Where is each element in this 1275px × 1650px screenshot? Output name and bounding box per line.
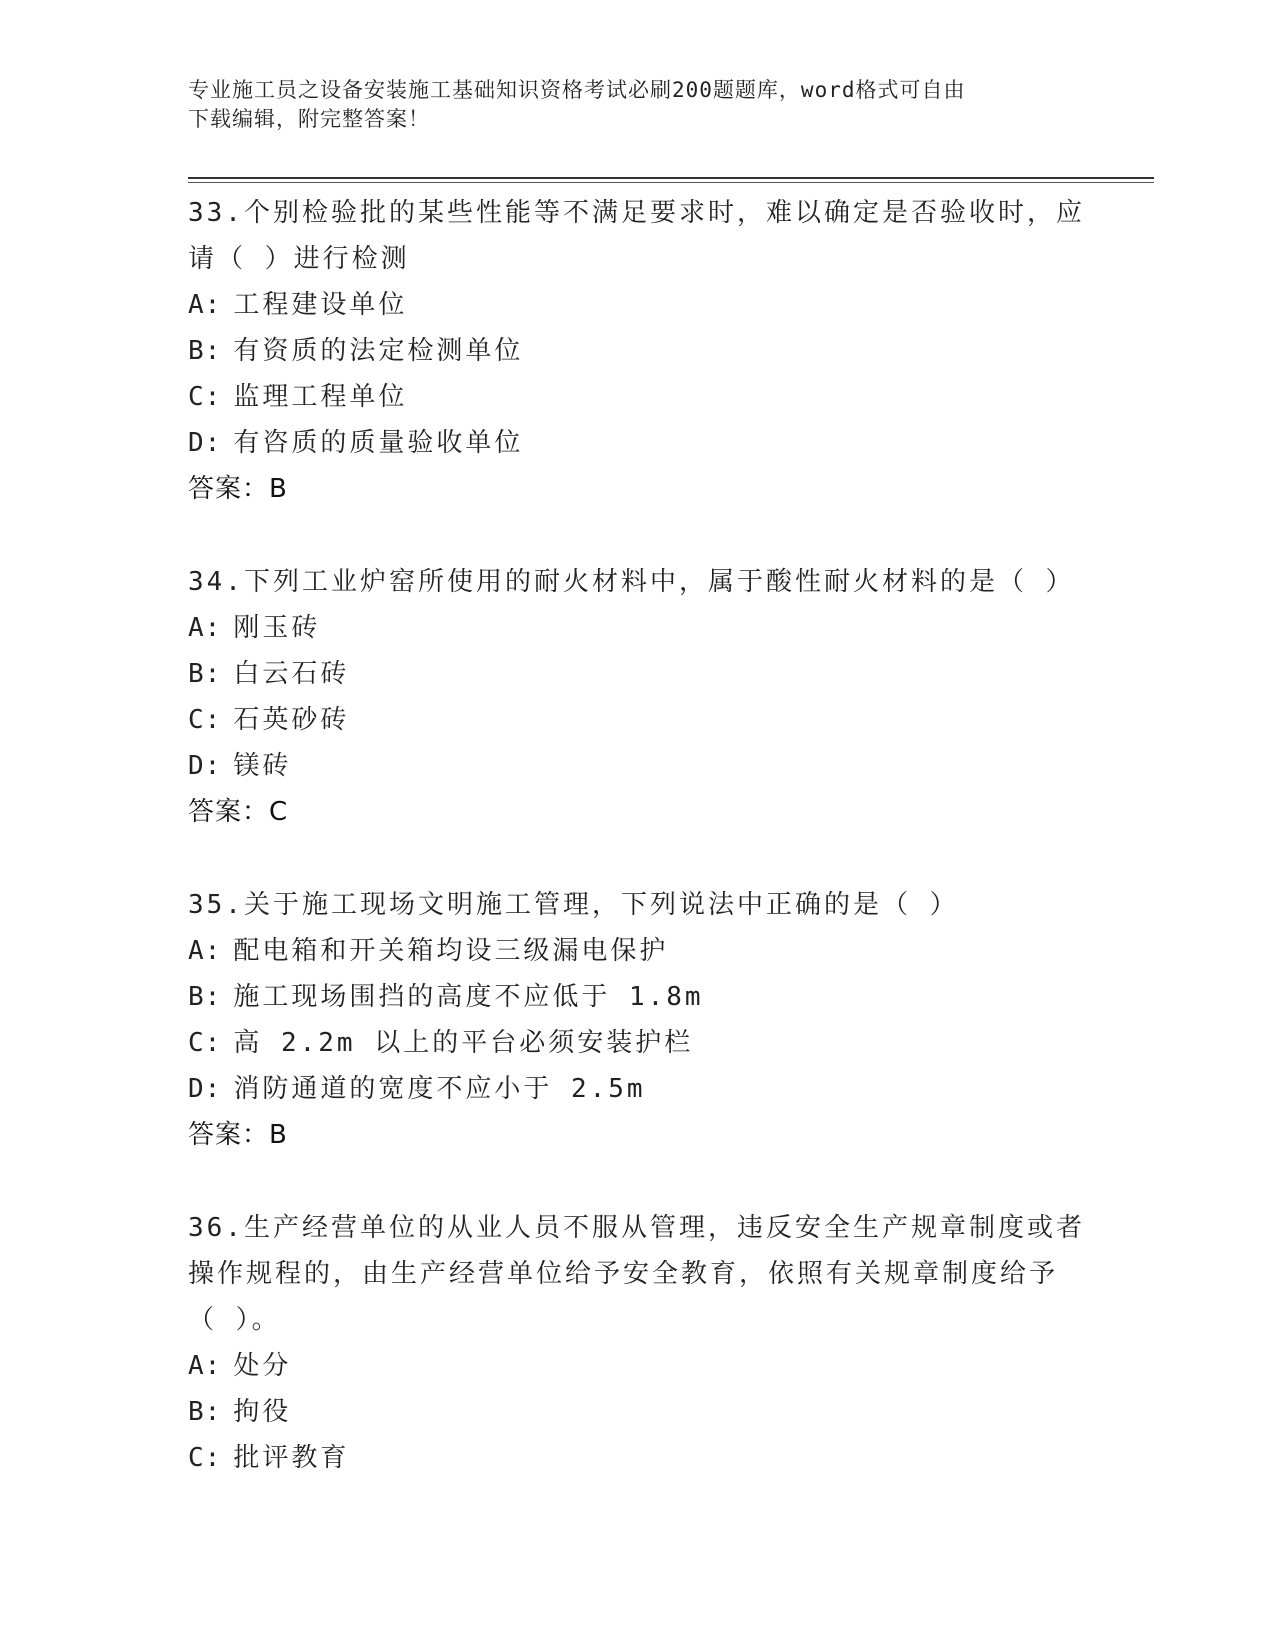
option-text: 批评教育 bbox=[233, 1443, 350, 1473]
question-36 bbox=[188, 1205, 1088, 1481]
option-letter: A bbox=[188, 936, 205, 966]
option-b: B: 施工现场围挡的高度不应低于 1.8m bbox=[188, 982, 704, 1012]
question-35 bbox=[188, 882, 1088, 1158]
option-c: C: 高 2.2m 以上的平台必须安装护栏 bbox=[188, 1028, 694, 1058]
option-letter: B bbox=[188, 336, 205, 366]
answer-label: 答案： bbox=[188, 797, 270, 827]
option-b: B: 有资质的法定检测单位 bbox=[188, 336, 524, 366]
option-letter: B bbox=[188, 1397, 205, 1427]
answer-label: 答案： bbox=[188, 1120, 270, 1150]
question-stem-line: 操作规程的，由生产经营单位给予安全教育，依照有关规章制度给予 bbox=[188, 1259, 1059, 1289]
option-text: 工程建设单位 bbox=[233, 290, 408, 320]
option-text: 监理工程单位 bbox=[233, 382, 408, 412]
option-a: A: 处分 bbox=[188, 1351, 292, 1381]
option-text: 刚玉砖 bbox=[233, 613, 321, 643]
answer-line bbox=[188, 789, 1088, 835]
answer-label: 答案： bbox=[188, 474, 270, 504]
option-letter: C bbox=[188, 382, 205, 412]
option-d: D: 镁砖 bbox=[188, 751, 292, 781]
answer-line bbox=[188, 1112, 1088, 1158]
option-text: 石英砂砖 bbox=[233, 705, 350, 735]
option-c: C: 批评教育 bbox=[188, 1443, 350, 1473]
option-letter: B bbox=[188, 659, 205, 689]
document-header bbox=[188, 76, 1068, 134]
answer-value: C bbox=[269, 797, 289, 827]
option-text: 配电箱和开关箱均设三级漏电保护 bbox=[233, 936, 669, 966]
option-b: B: 拘役 bbox=[188, 1397, 292, 1427]
question-stem-line: 36.生产经营单位的从业人员不服从管理，违反安全生产规章制度或者 bbox=[188, 1213, 1085, 1243]
option-letter: C bbox=[188, 1443, 205, 1473]
header-divider-thin bbox=[188, 182, 1154, 183]
option-text: 消防通道的宽度不应小于 2.5m bbox=[233, 1074, 646, 1104]
option-text: 镁砖 bbox=[233, 751, 292, 781]
option-letter: A bbox=[188, 290, 205, 320]
option-text: 施工现场围挡的高度不应低于 1.8m bbox=[233, 982, 704, 1012]
option-text: 高 2.2m 以上的平台必须安装护栏 bbox=[233, 1028, 694, 1058]
option-text: 处分 bbox=[233, 1351, 292, 1381]
option-c: C: 石英砂砖 bbox=[188, 705, 350, 735]
option-text: 白云石砖 bbox=[233, 659, 350, 689]
question-34 bbox=[188, 559, 1088, 835]
question-stem-line: 请（ ）进行检测 bbox=[188, 244, 410, 274]
option-d: D: 消防通道的宽度不应小于 2.5m bbox=[188, 1074, 646, 1104]
answer-line bbox=[188, 466, 1088, 512]
option-text: 拘役 bbox=[233, 1397, 292, 1427]
option-letter: C bbox=[188, 1028, 205, 1058]
question-stem-line: 34.下列工业炉窑所使用的耐火材料中，属于酸性耐火材料的是（ ） bbox=[188, 567, 1075, 597]
header-divider-thick bbox=[188, 177, 1154, 179]
option-letter: D bbox=[188, 1074, 205, 1104]
question-stem-line: 33.个别检验批的某些性能等不满足要求时，难以确定是否验收时，应 bbox=[188, 198, 1085, 228]
option-letter: A bbox=[188, 1351, 205, 1381]
option-letter: C bbox=[188, 705, 205, 735]
option-a: A: 配电箱和开关箱均设三级漏电保护 bbox=[188, 936, 669, 966]
option-letter: B bbox=[188, 982, 205, 1012]
question-stem-line: （ ）。 bbox=[188, 1305, 281, 1335]
option-text: 有资质的法定检测单位 bbox=[233, 336, 524, 366]
option-letter: A bbox=[188, 613, 205, 643]
question-stem-line: 35.关于施工现场文明施工管理，下列说法中正确的是（ ） bbox=[188, 890, 959, 920]
option-d: D: 有咨质的质量验收单位 bbox=[188, 428, 524, 458]
option-b: B: 白云石砖 bbox=[188, 659, 350, 689]
option-letter: D bbox=[188, 751, 205, 781]
option-c: C: 监理工程单位 bbox=[188, 382, 408, 412]
option-letter: D bbox=[188, 428, 205, 458]
header-line-2: 下载编辑，附完整答案！ bbox=[188, 107, 430, 131]
answer-value: B bbox=[269, 1120, 288, 1150]
question-list bbox=[188, 190, 1088, 1528]
question-33 bbox=[188, 190, 1088, 512]
header-line-1: 专业施工员之设备安装施工基础知识资格考试必刷200题题库，word格式可自由 bbox=[188, 78, 966, 102]
option-a: A: 工程建设单位 bbox=[188, 290, 408, 320]
answer-value: B bbox=[269, 474, 288, 504]
option-a: A: 刚玉砖 bbox=[188, 613, 321, 643]
option-text: 有咨质的质量验收单位 bbox=[233, 428, 524, 458]
